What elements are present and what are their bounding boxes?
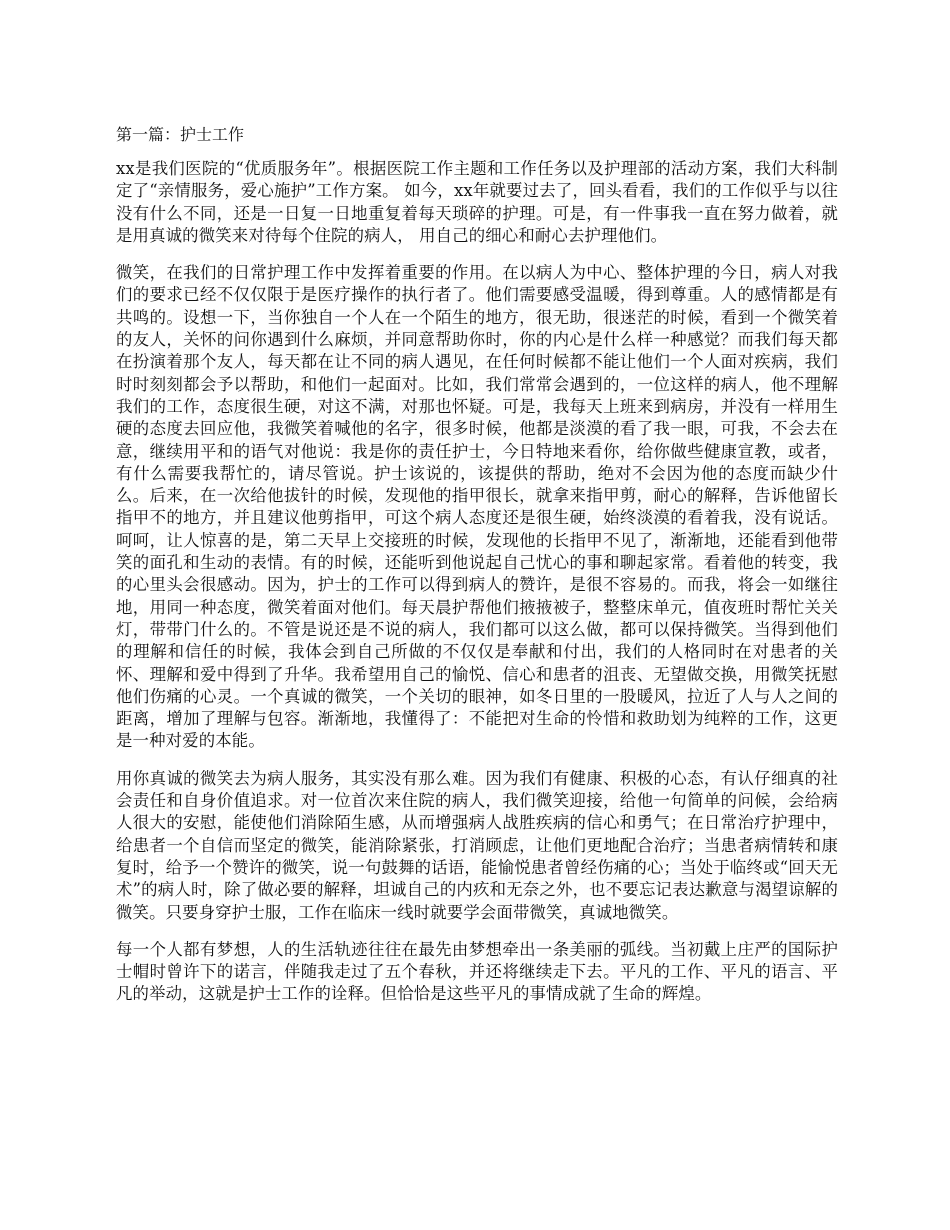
document-page (116, 124, 838, 1021)
paragraph-2: 微笑，在我们的日常护理工作中发挥着重要的作用。在以病人为中心、整体护理的今日，病人对我们的要求已经不仅仅限于是医疗操作的执行者了。他们需要感受温暖，得到尊重。人的感情都是有共鸣的。设想一下，当你独自一个人在一个陌生的地方，很无助，很迷茫的时候，看到一个微笑着的友人，关怀的问你遇到什么麻烦，并同意帮助你时，你的内心是什么样一种感觉？而我们每天都在扮演着那个友人，每天都在让不同的病人遇见，在任何时候都不能让他们一个人面对疾病，我们时时刻刻都会予以帮助，和他们一起面对。比如，我们常常会遇到的，一位这样的病人，他不理解我们的工作，态度很生硬，对这不满，对那也怀疑。可是，我每天上班来到病房，并没有一样用生硬的态度去回应他，我微笑着喊他的名字，很多时候，他都是淡漠的看了我一眼，可我，不会去在意，继续用平和的语气对他说：我是你的责任护士，今日特地来看你，给你做些健康宣教，或者，有什么需要我帮忙的，请尽管说。护士该说的，该提供的帮助，绝对不会因为他的态度而缺少什么。后来，在一次给他拔针的时候，发现他的指甲很长，就拿来指甲剪，耐心的解释，告诉他留长指甲不的地方，并且建议他剪指甲，可这个病人态度还是很生硬，始终淡漠的看着我，没有说话。呵呵，让人惊喜的是，第二天早上交接班的时候，发现他的长指甲不见了，渐渐地，还能看到他带笑的面孔和生动的表情。有的时候，还能听到他说起自己忧心的事和聊起家常。看着他的转变，我的心里头会很感动。因为，护士的工作可以得到病人的赞许，是很不容易的。而我，将会一如继往地，用同一种态度，微笑着面对他们。每天晨护帮他们掖掖被子，整整床单元，值夜班时帮忙关关灯，带带门什么的。不管是说还是不说的病人，我们都可以这么做，都可以保持微笑。当得到他们的理解和信任的时候，我体会到自己所做的不仅仅是奉献和付出，我们的人格同时在对患者的关怀、理解和爱中得到了升华。我希望用自己的愉悦、信心和患者的沮丧、无望做交换，用微笑抚慰他们伤痛的心灵。一个真诚的微笑，一个关切的眼神，如冬日里的一股暖风，拉近了人与人之间的距离，增加了理解与包容。渐渐地，我懂得了：不能把对生命的怜惜和救助划为纯粹的工作，这更是一种对爱的本能。 (116, 263, 838, 751)
document-title: 第一篇：护士工作 (116, 125, 245, 144)
paragraph-3: 用你真诚的微笑去为病人服务，其实没有那么难。因为我们有健康、积极的心态，有认仔细真的社会责任和自身价值追求。对一位首次来住院的病人，我们微笑迎接，给他一句简单的问候，会给病人很大的安慰，能使他们消除陌生感，从而增强病人战胜疾病的信心和勇气；在日常治疗护理中，给患者一个自信而坚定的微笑，能消除紧张，打消顾虑，让他们更地配合治疗；当患者病情转和康复时，给予一个赞许的微笑，说一句鼓舞的话语，能愉悦患者曾经伤痛的心；当处于临终或“回天无术”的病人时，除了做必要的解释，坦诚自己的内疚和无奈之外，也不要忘记表达歉意与渴望谅解的微笑。只要身穿护士服，工作在临床一线时就要学会面带微笑，真诚地微笑。 (116, 768, 838, 922)
paragraph-4: 每一个人都有梦想，人的生活轨迹往往在最先由梦想牵出一条美丽的弧线。当初戴上庄严的国际护士帽时曾许下的诺言，伴随我走过了五个春秋，并还将继续走下去。平凡的工作、平凡的语言、平凡的举动，这就是护士工作的诠释。但恰恰是这些平凡的事情成就了生命的辉煌。 (116, 939, 838, 1004)
paragraph-1: xx是我们医院的“优质服务年”。根据医院工作主题和工作任务以及护理部的活动方案，我们大科制定了“亲情服务，爱心施护”工作方案。 如今，xx年就要过去了，回头看看，我们的工作似乎与以往没有什么不同，还是一日复一日地重复着每天琐碎的护理。可是，有一件事我一直在努力做着，就是用真诚的微笑来对待每个住院的病人， 用自己的细心和耐心去护理他们。 (116, 159, 838, 245)
